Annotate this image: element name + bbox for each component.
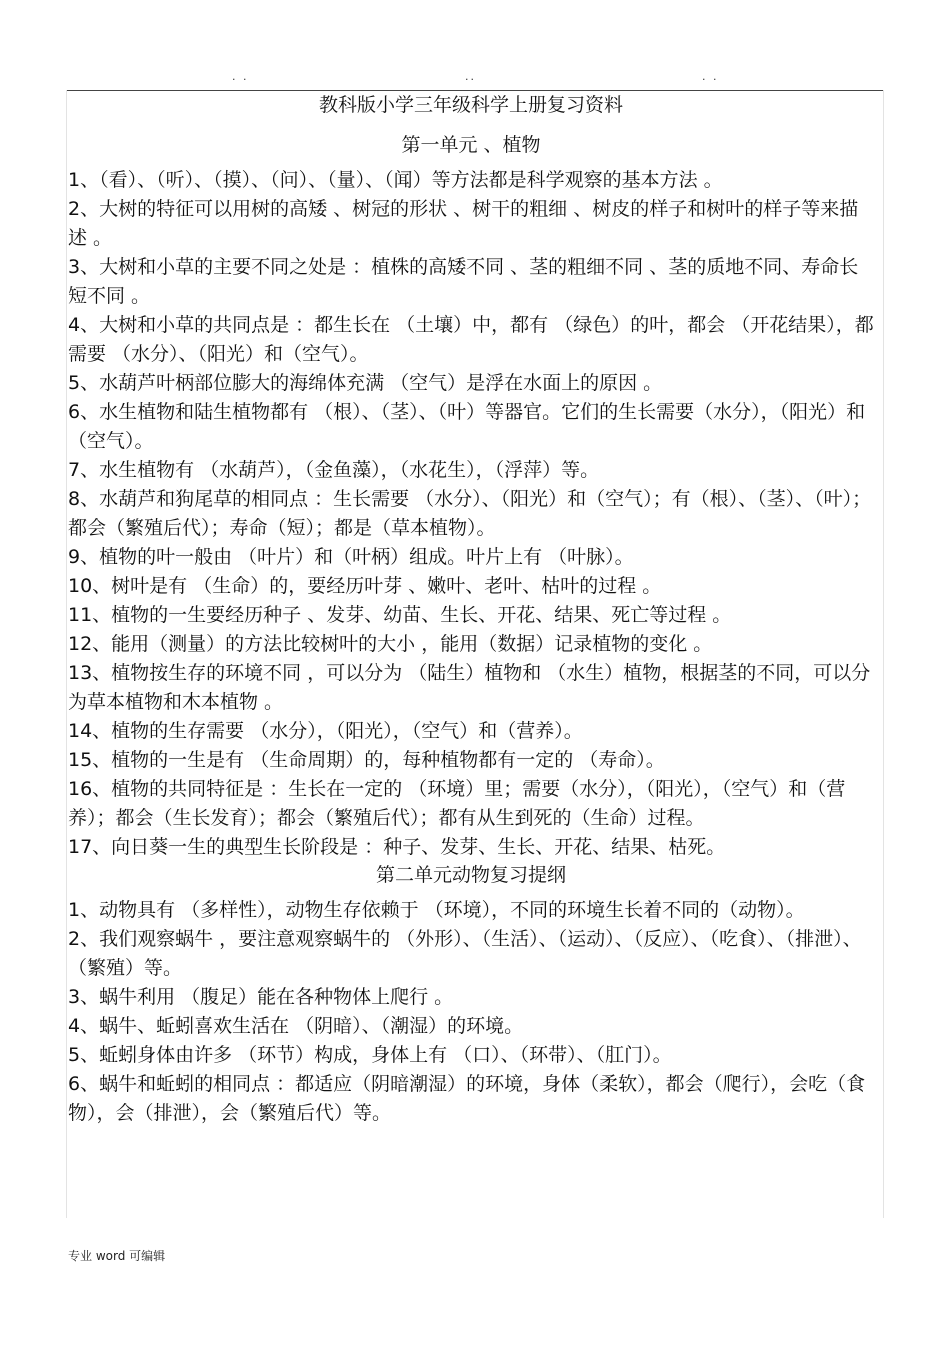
- header-rule: [66, 90, 884, 91]
- unit-1-section: [68, 132, 874, 862]
- unit-2-item-2: 2、我们观察蜗牛 ，要注意观察蜗牛的 （外形）、（生活）、（运动）、（反应）、（吃食）、（排泄）、（繁殖）等。: [68, 928, 862, 979]
- right-margin-rule: [883, 90, 884, 1218]
- unit-1-item-8: 8、水葫芦和狗尾草的相同点 ：生长需要 （水分）、（阳光）和（空气）；有（根）、（茎）、（叶）；都会（繁殖后代）；寿命（短）；都是（草本植物）。: [68, 488, 872, 539]
- unit-1-item-14: 14、植物的生存需要 （水分），（阳光），（空气）和（营养）。: [68, 720, 583, 742]
- unit-1-item-4: 4、大树和小草的共同点是 ：都生长在 （土壤）中，都有 （绿色）的叶，都会 （开花结果），都需要 （水分）、（阳光）和（空气）。: [68, 314, 874, 365]
- unit-2-item-1: 1、动物具有 （多样性），动物生存依赖于 （环境），不同的环境生长着不同的（动物）。: [68, 899, 805, 921]
- unit-1-item-12: 12、能用（测量）的方法比较树叶的大小 ，能用（数据）记录植物的变化 。: [68, 633, 713, 655]
- left-margin-rule: [66, 90, 67, 1218]
- page-footer: 专业 word 可编辑: [68, 1249, 166, 1263]
- unit-1-item-3: 3、大树和小草的主要不同之处是 ：植株的高矮不同 、茎的粗细不同 、茎的质地不同、寿命长短不同 。: [68, 256, 859, 307]
- unit-1-item-2: 2、大树的特征可以用树的高矮 、树冠的形状 、树干的粗细 、树皮的样子和树叶的样子等来描述 。: [68, 198, 859, 249]
- unit-1-title: 第一单元 、植物: [401, 134, 541, 156]
- unit-2-title: 第二单元动物复习提纲: [375, 864, 566, 886]
- unit-1-item-5: 5、水葫芦叶柄部位膨大的海绵体充满 （空气）是浮在水面上的原因 。: [68, 372, 663, 394]
- document-body: [68, 92, 874, 1128]
- unit-1-item-16: 16、植物的共同特征是 ：生长在一定的 （环境）里；需要（水分），（阳光），（空气）和（营养）；都会（生长发育）；都会（繁殖后代）；都有从生到死的（生命）过程。: [68, 778, 846, 829]
- header-dots-center: ..: [465, 70, 476, 83]
- unit-1-item-7: 7、水生植物有 （水葫芦），（金鱼藻），（水花生），（浮萍）等。: [68, 459, 600, 481]
- unit-1-item-13: 13、植物按生存的环境不同 ，可以分为 （陆生）植物和 （水生）植物，根据茎的不同，可以分为草本植物和木本植物 。: [68, 662, 871, 713]
- unit-1-item-6: 6、水生植物和陆生植物都有 （根）、（茎）、（叶）等器官。它们的生长需要（水分），（阳光）和（空气）。: [68, 401, 866, 452]
- header-dots-right: . .: [702, 70, 719, 83]
- unit-2-section: [68, 862, 874, 1128]
- unit-1-item-15: 15、植物的一生是有 （生命周期）的，每种植物都有一定的 （寿命）。: [68, 749, 665, 771]
- document-title: 教科版小学三年级科学上册复习资料: [318, 94, 623, 116]
- unit-1-item-9: 9、植物的叶一般由 （叶片）和（叶柄）组成。叶片上有 （叶脉）。: [68, 546, 634, 568]
- unit-1-item-1: 1、（看）、（听）、（摸）、（问）、（量）、（闻）等方法都是科学观察的基本方法 。: [68, 169, 723, 191]
- unit-2-item-6: 6、蜗牛和蚯蚓的相同点 ：都适应（阴暗潮湿）的环境，身体（柔软），都会（爬行），会吃（食物），会（排泄），会（繁殖后代）等。: [68, 1073, 866, 1124]
- unit-2-item-3: 3、蜗牛利用 （腹足）能在各种物体上爬行 。: [68, 986, 454, 1008]
- unit-1-item-11: 11、植物的一生要经历种子 、发芽、幼苗、生长、开花、结果、死亡等过程 。: [68, 604, 732, 626]
- header-dots-left: . .: [232, 70, 249, 83]
- unit-2-item-4: 4、蜗牛、蚯蚓喜欢生活在 （阴暗）、（潮湿）的环境。: [68, 1015, 524, 1037]
- unit-1-item-17: 17、向日葵一生的典型生长阶段是 ：种子、发芽、生长、开花、结果、枯死。: [68, 836, 726, 858]
- unit-2-item-5: 5、蚯蚓身体由许多 （环节）构成，身体上有 （口）、（环带）、（肛门）。: [68, 1044, 672, 1066]
- unit-1-item-10: 10、树叶是有 （生命）的，要经历叶芽 、嫩叶、老叶、枯叶的过程 。: [68, 575, 662, 597]
